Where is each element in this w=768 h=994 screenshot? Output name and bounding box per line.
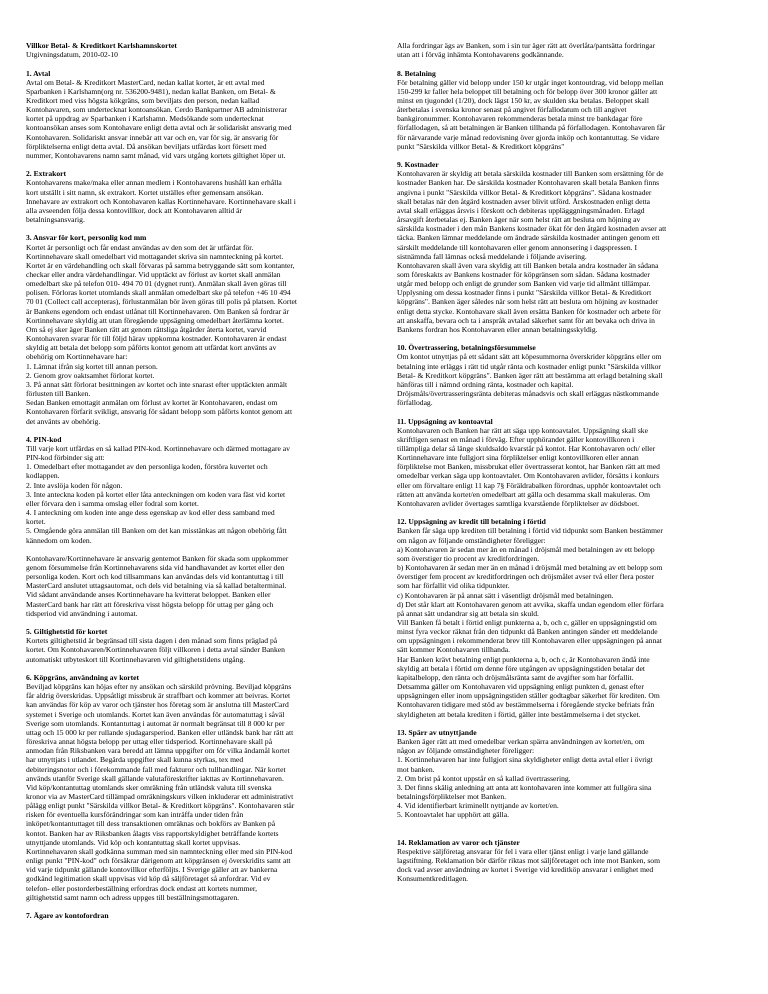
section-heading: 14. Reklamation av varor och tjänster [397,837,520,847]
body-line: Kontohavare/Kortinnehavare är ansvarig gentemot Banken för skada som uppkommer [26,553,289,563]
body-line: årsavgift återbetalas ej. Banken äger när som helst rätt att besluta om höjning av [397,215,641,225]
body-line: Dröjsmåls/övertrasseringsränta debiteras månadsvis och skall erläggas nästkommande [397,389,659,399]
body-line: kapitalbelopp, den ränta och dröjsmålsränta samt de avgifter som har förfallit. [397,672,634,682]
body-line: giltighetstid samt namn och adress uppges till beställningsmottagaren. [26,892,240,902]
body-line: enligt punkt "PIN-kod" och försäkrar därigenom att köpgränsen ej överskridits samt att [26,856,291,866]
body-line: polisen. Förloras kortet utomlands skall anmälan omedelbart ske på telefon +46 10 494 [26,288,291,298]
body-line: det använts av obehörig. [26,416,101,426]
body-line: kan användas för köp av varor och tjänster hos företag som är anslutna till MasterCard [26,700,289,710]
body-line: Upplysning om dessa kostnader finns i punkt "Särskilda villkor Betal- & Kreditkort [397,288,652,298]
body-line: PIN-kod förbinder sig att: [26,453,105,463]
body-line: risken för eventuella kursförändringar som kan inträffa under tiden från [26,810,244,820]
body-line: Till varje kort utfärdas en så kallad PIN-kod. Kortinnehavare och därmed mottagare av [26,444,290,453]
body-line: förlusten till Banken. [26,389,91,399]
body-line: genom försummelse från Kortinnehavarens sida vid handhavandet av kortet eller den [26,563,285,573]
body-line: föreskriva annat högsta belopp per uttag eller tidsperiod. Kortinnehavare skall på [26,737,273,747]
body-line: Kortinnehavare skyldig att utan föregående uppsägning omedelbart återlämna kortet. [26,315,284,325]
body-line: Kortet är en värdehandling och skall förvaras på samma betryggande sätt som kontanter, [26,260,295,270]
section [397,69,754,151]
body-line: Kontohavaren skall även vara skyldig att till Banken betala andra kostnader än sådana [397,260,659,270]
body-line: Sverige som utomlands. Kontantuttag i automat är normalt begränsat till 8 000 kr per [26,718,285,728]
body-line: överstiger fem procent av kreditfordringen och dröjsmålet avser två eller flera poster [397,572,655,582]
body-line: skyldigheten att betala krediten i förtid, gäller inte bestämmelserna i det stycket. [397,709,641,719]
section [26,233,383,425]
body-line: 3. Inte anteckna koden på kortet eller låta anteckningen om koden vara fäst vid kortet [26,489,286,499]
body-line: 2. Om brist på kontot uppstår en så kallad övertrassering. [397,773,571,783]
body-line: Kortinnehavare inte fullgjort sina förpliktelser enligt kontovillkoren eller annan [397,453,639,463]
body-line: Kortinnehavaren skall godkänna summan med sin namnteckning eller med sin PIN-kod [26,846,293,856]
body-line: kostnader Banken har. De särskilda kostnader Kontohavaren skall betala Banken finns [397,178,660,188]
body-line: Kontohavaren förfarit svikligt, ansvarig för sådant belopp som påförts kontot genom att [26,407,293,417]
body-line: godkänd legitimation skall uppvisas vid köp då säljföretaget så anfordrar. Vid ev [26,874,271,884]
body-line: checkar eller andra värdehandlingar. Vid upptäckt av förlust av kortet skall anmälan [26,270,281,279]
section-heading: 11. Uppsägning av kontoavtal [397,416,493,426]
body-line: Kortinnehavare skall omedelbart vid mottagandet skriva sin namnteckning på kortet. [26,251,284,261]
body-line: a) Kontohavaren är sedan mer än en månad i dröjsmål med betalningen av ett belopp [397,544,655,554]
body-line: kortet. [26,517,46,527]
left-column [26,41,383,929]
body-line: Konsumentkreditlagen. [397,874,469,884]
body-line: avtal skall erläggas årsvis i förskott och debiteras upplägggningsmånaden. Erlagd [397,205,645,215]
body-line: som överstiger tio procent av kreditfordringen. [397,553,540,563]
body-line: på annat sätt undandrar sig att betala sin skuld. [397,608,539,618]
section-heading: 1. Avtal [26,68,51,78]
body-line: någon av följande omständigheter föreligger: [397,746,535,756]
body-line: Kontohavaren, som undertecknat kontoansökan. Cerdo Bankpartner AB administrerar [26,105,287,115]
body-line: alla avseenden följa dessa kontovillkor, dock att Kontohavaren alltid är [26,205,243,215]
section [26,69,383,161]
body-line: betalningsansvarig. [26,215,85,225]
body-line: Kontohavaren svarar för till följd härav uppkomna kostnader. Kontohavaren är endast [26,334,287,344]
body-line: används utanför Sverige skall gällande valutaföreskrifter iakttas av Kortinnehavaren. [26,773,284,783]
body-line: Kontohavaren är skyldig att betala särskilda kostnader till Banken som ersättning för de [397,169,664,179]
section [26,435,383,618]
document-title: Villkor Betal- & Kreditkort Karlshamnskortet [26,41,177,50]
body-line: Vid köp/kontantuttag utomlands sker omräkning från utländsk valuta till svenska [26,782,272,792]
section [397,838,754,884]
body-line: Kontohavaren tidigare med stöd av bestämmelserna i föregående stycke befriats från [397,700,655,710]
body-line: skall betalas när den åtgärd kostnaden avser blivit utförd. Årskostnaden enligt detta [397,196,651,206]
body-line: kontoansökan anses som Kontohavare enligt detta avtal och är solidariskt ansvarig med [26,123,292,133]
body-line: 70 01 (Collect call accepteras), förlustanmälan bör även göras till polis på platsen. Kortet [26,297,297,307]
body-line: Kontohavaren avlider övertages samtliga kvarstående förpliktelser av dödsboet. [397,498,640,508]
body-line: skyldig att betala det belopp som påförts kontot genom att utfärdat kort använts av [26,343,277,353]
body-line: Vill Banken få betalt i förtid enligt punkterna a, b, och c, gäller en uppsägningstid om [397,618,657,627]
body-line: c) Kontohavaren är på annat sätt i väsentligt dröjsmål med betalningen. [397,590,614,600]
body-line: tillämpliga delar så länge skuldsaldo kvarstår på kontot. Har Kontohavaren och/ eller [397,444,656,453]
body-line: sätt kommer Kontohavaren tillhanda. [397,645,511,655]
body-line: 5. Omgående göra anmälan till Banken om det kan misstänkas att någon obehörig fått [26,526,287,536]
body-line [397,819,754,828]
body-line: som föreskakts av Bankens kostnader för köpgränsen som sådan. Sådana kostnader [397,269,650,279]
section [26,911,383,920]
body-line: skyldig att betala i förtid om denne före utgången av uppsägningstiden betalar det [397,663,645,673]
body-line: Betal- & Kreditkort köpgräns". Banken äger rätt att bestämma att erlagd betalning skall [397,370,663,380]
body-line: Kortets giltighetstid är begränsad till sista dagen i den månad som finns präglad på [26,636,278,646]
body-line: köpgräns". Banken äger således när som helst rätt att besluta om höjning av kostnader [397,297,659,307]
body-line: Sedan Banken emottagit anmälan om förlust av kortet är Kontohavaren, endast om [26,398,278,408]
body-line: Om så ej sker äger Banken rätt att genom rättsliga åtgärder återta kortet, varvid [26,324,267,334]
body-line: 4. I anteckning om koden inte ange dess egenskap av kod eller dess samband med [26,508,275,518]
left-sections [26,69,383,921]
body-line: att anskaffa, bevara och ta i anspråk avtalad säkerhet samt för att bevaka och driva in [397,315,655,325]
right-column [397,41,754,893]
body-line: 150-299 kr faller hela beloppet till betalning och för belopp över 300 kronor gäller att [397,86,658,96]
body-line: 1. Lämnat ifrån sig kortet till annan person. [26,361,158,371]
body-line: 3. På annat sätt förlorat besittningen av kortet och inte snarast efter upptäckten anmält [26,379,288,389]
body-line: rätten att använda kortet/en omedelbart att gälla och desamma skall makuleras. Om [397,489,651,499]
body-line: Alla fordringar ägs av Banken, som i sin tur äger rätt att överlåta/pantsätta fordringar [397,41,656,50]
body-line: minst en tjugondel (1/20), dock lägst 150 kr, av skulden ska betalas. Beloppet skall [397,95,649,105]
body-line: obehörig om Kortinnehavare har: [26,352,128,362]
body-line: Bankens fordran hos Kontohavaren eller annan betalningsskyldig. [397,324,598,334]
body-line: systemet i Sverige och utomlands. Kortet kan även användas för automatuttag i såväl [26,709,285,719]
body-line: dock vad avser användning av kortet i Sverige vid kreditköp ansvarar i enlighet med [397,865,654,875]
body-line [26,545,383,554]
body-line: Avtal om Betal- & Kreditkort MasterCard, nedan kallat kortet, är ett avtal med [26,77,265,87]
body-line: Kontohavaren och Banken har rätt att säga upp kontoavtalet. Uppsägning skall ske [397,425,648,435]
section [397,417,754,509]
section-heading: 9. Kostnader [397,160,439,170]
section [26,627,383,664]
body-line: omedelbart ske på telefon 010- 494 70 01 (dygnet runt). Anmälan skall även göras till [26,279,287,289]
body-line: lagstiftning. Reklamation bör därför riktas mot säljföretaget och inte mot Banken, som [397,856,660,866]
body-line: enligt detta stycke. Kontohavare skall även ersätta Banken för kostnader och arbete för [397,306,661,316]
body-line: kännedom om koden. [26,535,92,545]
body-line: telefon- eller postorderbeställning erfordras dock endast att kortets nummer, [26,883,258,893]
body-line: punkt "Särskilda villkor Betal- & Kreditkort köpgräns" [397,141,565,151]
section-heading: 6. Köpgräns, användning av kortet [26,672,140,682]
body-line: angivna i punkt "Särskilda villkor Betal- & Kreditkort köpgräns". Sådana kostnader [397,187,652,197]
body-line: förfallodag. [397,398,433,408]
body-line: skriftligen senast en månad i förväg. Efter upphörandet gäller kontovillkoren i [397,434,635,444]
body-line: Kreditkort med viss högsta kökgräns, som beviljats den person, nedan kallad [26,95,260,105]
section-heading: 3. Ansvar för kort, personlig kod mm [26,233,147,243]
body-line: 1. Kortinnehavaren har inte fullgjort sina skyldigheter enligt detta avtal eller i övrigt [397,755,653,765]
body-line: tidsperiod vid användning i automat. [26,608,138,618]
body-line: anmodan från Riksbanken vara beredd att lämna uppgifter om för vilka ändamål kortet [26,746,290,756]
body-line: För betalning gäller vid belopp under 150 kr utgår inget kontoutdrag, vid belopp mellan [397,77,664,87]
body-line: särskilda kostnader i den mån Bankens kostnader ökat för den åtgärd kostnaden avser att [397,224,667,234]
body-line: särskilt meddelande till kontohavaren eller genom annonsering i dagspressen. I [397,242,637,252]
section-heading: 5. Giltighetstid för kortet [26,627,108,637]
body-line: för närvarande varje månad redovisning över gjorda inköp och kontantuttag. Se vidare [397,132,660,142]
body-line: inköpet/kontantuttaget till dess transaktionen omräknas och bokförs av Banken på [26,819,276,829]
body-line: Banken får säga upp krediten till betalning i förtid vid tidpunkt som Banken bestämmer [397,526,663,536]
body-line: Innehavare av extrakort och Kontohavaren kallas Kortinnehavare. Kortinnehavare skall i [26,196,296,206]
body-line: mot banken. [397,764,435,774]
body-line: täcka. Banken lämnar meddelande om ändrade särskilda kostnader antingen genom ett [397,233,660,243]
body-line: kort utställt i sitt namn, sk extrakort. Kortet utställes efter gemensam ansökan. [26,187,264,197]
section-heading: 13. Spärr av utnyttjande [397,727,477,737]
body-line: kronor via av MasterCard tillämpad omräkningskurs vilken inkluderar ett administrativt [26,791,294,801]
body-line: personliga koden. Kort och kod tillsammans kan användas dels vid kontantuttag i till [26,572,284,582]
section-heading: 8. Betalning [397,68,436,78]
body-line: Kortet är personligt och får endast användas av den som det är utfärdat för. [26,242,254,252]
body-line: nummer, Kontohavarens namn samt månad, vid vars utgång kortets giltighet löper ut. [26,150,286,160]
section-heading: 12. Uppsägning av kredit till betalning i förtid [397,517,546,527]
body-line: pålägg enligt punkt "Särskilda villkor Betal- & Kreditkort köpgräns". Kontohavaren står [26,801,295,811]
body-line: Om kontot utnyttjas på ett sådant sätt att köpesummorna överskrider köpgräns eller om [397,352,662,362]
body-line: betalningsförpliktelser mot Banken. [397,792,507,801]
body-line: MasterCard bank har rätt att föreskriva visst högsta belopp för uttag per gång och [26,599,274,609]
body-line: hänföras till i nämnd ordning ränta, kostnader och kapital. [397,379,574,389]
body-line: får aldrig överskridas. Uppsåtligt missbruk är straffbart och kommer att beivras. Kortet [26,691,291,701]
body-line: b) Kontohavaren är sedan mer än en månad i dröjsmål med betalning av ett belopp som [397,563,663,573]
body-line: sistnämnda fall lämnas också meddelande i följande avisering. [397,251,587,261]
section [397,517,754,718]
section [397,41,754,59]
body-line: eller förvara den i samma omslag eller fodral som kortet. [26,498,199,508]
body-line: om någon av följande omständigheter föreligger: [397,535,546,545]
body-line: förfallodagen, så att betalningen är Banken tillhanda på förfallodagen. Kontohavaren får [397,123,666,133]
body-line: automatiskt utbyteskort till Kortinnehavaren vid giltighetstidens utgång. [26,654,246,664]
section-heading: 2. Extrakort [26,169,67,179]
body-line: utan att i förväg inhämta Kontohavarens godkännande. [397,50,564,60]
section-heading: 7. Ägare av kontofordran [26,911,109,921]
section [397,728,754,829]
body-line: 5. Kontoavtalet har upphört att gälla. [397,810,509,820]
body-line: Sparbanken i Karlshamn(org nr. 536200-9481), nedan kallat Banken, om Betal- & [26,86,276,96]
body-line: förpliktelserna enligt detta avtal. Då ansökan beviljats utfärdas kort försett med [26,141,267,151]
body-line: återbetalas i svenska kronor senast på angivet förfallodatum och till angivet [397,105,627,115]
body-line: 4. Vid identifierbart kriminellt nyttjande av kortet/en. [397,801,559,811]
body-line: utnyttjande utomlands. Vid köp och kontantuttag skall kortet uppvisas. [26,837,241,847]
body-line: Detsamma gäller om Kontohavaren vid uppsägning enligt punkten d, genast efter [397,682,644,692]
body-line: minst fyra veckor räknat från den tidpunkt då Banken antingen sänder ett meddelande [397,627,658,637]
body-line: Beviljad köpgräns kan höjas efter ny ansökan och särskild prövning. Beviljad köpgräns [26,682,292,692]
section [26,673,383,902]
body-line: MasterCard anslutet uttagsautomat, och dels vid betalning via så kallad betalterminal. [26,581,287,591]
body-line: har utnyttjats i utlandet. Begärda uppgifter skall kunna styrkas, tex med [26,755,244,765]
body-line: 2. Inte avslöja koden för någon. [26,480,123,490]
body-line: 1. Omedelbart efter mottagandet av den personliga koden, förstöra kuvertet och [26,462,268,472]
issue-date: Utgivningsdatum, 2010-02-10 [26,50,118,60]
right-sections [397,41,754,884]
body-line: Har Banken krävt betalning enligt punkterna a, b, och c, är Kontohavaren ändå inte [397,654,650,664]
body-line: d) Det står klart att Kontohavaren genom att avvika, skaffa undan egendom eller förfara [397,599,664,609]
section [397,160,754,334]
body-line: som har förfallit vid olika tidpunkter. [397,581,510,591]
body-line: 2. Genom grov oaktsamhet förlorat kortet. [26,370,155,380]
body-line: 3. Det finns skälig anledning att anta att kontohavaren inte kommer att fullgöra sina [397,782,652,792]
body-line: utgår med belopp och enligt de grunder som Banken vid varje tid allmänt tillämpar. [397,279,651,289]
body-line: kortet på uppdrag av Sparbanken i Karlshamn. Medsökande som undertecknat [26,114,264,124]
body-line: förpliktelse mot Banken, missbrukat eller övertrasserat kontot, har Banken rätt att med [397,462,660,472]
body-line: om uppsägningen i rekommenderat brev till Kontohavaren eller uppsägningen på annat [397,636,662,646]
body-line: kontot. Banken har av Riksbanken ålagts viss rapportskyldighet beträffande kortets [26,828,279,838]
body-line: Kontohavarens make/maka eller annan medlem i Kontohavarens hushåll kan erhålla [26,178,282,188]
section-heading: 4. PIN-kod [26,434,62,444]
section [397,343,754,407]
body-line: kodlappen. [26,471,60,481]
body-line: eller om förvaltare enligt 11 kap 7§ Föräldrabalken förordnas, upphör kontoavtalet och [397,480,661,490]
body-line: uttag och 15 000 kr per rullande sjudagarsperiod. Banken eller utländsk bank har rätt att [26,727,294,737]
section [26,169,383,224]
body-line: Banken äger rätt att med omedelbar verkan spärra användningen av kortet/en, om [397,737,645,747]
body-line: bankgironummer. Kontohavaren rekommenderas betala minst tre bankdagar före [397,114,643,124]
section-heading: 10. Övertrassering, betalningsförsummelse [397,343,536,353]
body-line: omedelbar verkan säga upp kontoavtalet. Om Kontohavaren avlider, försätts i konkurs [397,471,660,481]
body-line: vid varje tidpunkt gällande kontovillkor efterföljts. I Sverige gäller att av bankerna [26,865,278,875]
body-line: Kontohavaren. Solidariskt ansvar innebär att var och en, var för sig, är ansvarig för [26,132,279,142]
body-line: kortet. Om Kontohavaren/Kortinnehavaren följt villkoren i detta avtal sänder Banken [26,645,285,655]
body-line: debiteringsnotor och i förekommande fall med fakturor och tullhandlingar. När kortet [26,764,286,774]
body-line: uppsägningen eller inom uppsägningstiden ställer godtagbar säkerhet för krediten. Om [397,691,660,701]
body-line: Respektive säljföretag ansvarar för fel i vara eller tjänst enligt i varje land gällande [397,846,649,856]
body-line: betalning inte erläggs i rätt tid utgår ränta och kostnader enligt punkt "Särskilda villkor [397,361,661,371]
body-line: Vid sådant användande anses Kortinnehavare ha kvitterat beloppet. Banken eller [26,590,271,600]
body-line: är Bankens egendom och endast utlånat till Kortinnehavaren. Om Banken så fordrar är [26,306,289,316]
